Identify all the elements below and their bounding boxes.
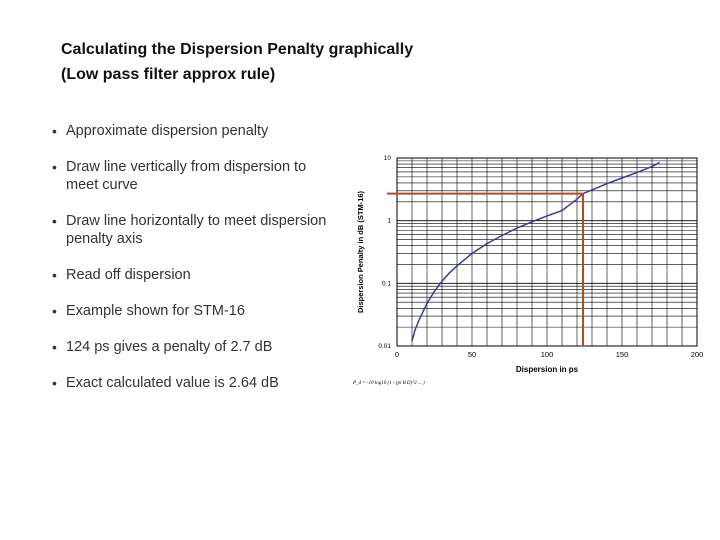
bullet-text: Example shown for STM-16 (66, 303, 245, 319)
bullet-item (50, 302, 335, 320)
bullet-dot-icon: • (52, 267, 57, 283)
x-tick-label: 50 (467, 350, 477, 359)
formula-text: P_d = -10 log10 (1 - (pi B D)^2 ... ) (353, 381, 425, 386)
x-tick-label: 0 (394, 350, 400, 359)
y-axis-label: Dispersion Penalty in dB (STM-16) (356, 190, 365, 314)
chart-grid (397, 158, 697, 346)
dispersion-penalty-chart (345, 148, 710, 393)
bullet-text: Draw line vertically from dispersion to meet curve (66, 159, 307, 193)
bullet-item (50, 122, 335, 140)
bullet-list (50, 122, 335, 410)
bullet-dot-icon: • (52, 303, 57, 319)
penalty-curve (412, 162, 660, 341)
bullet-dot-icon: • (52, 339, 57, 355)
title-line-1: Calculating the Dispersion Penalty graphically (61, 41, 414, 58)
bullet-dot-icon: • (52, 213, 57, 229)
x-axis-label: Dispersion in ps (515, 365, 579, 374)
bullet-dot-icon: • (52, 123, 57, 139)
bullet-item (50, 374, 335, 392)
page-title (61, 37, 413, 87)
bullet-item (50, 212, 335, 248)
bullet-dot-icon: • (52, 375, 57, 391)
x-tick-label: 150 (615, 350, 629, 359)
bullet-item (50, 266, 335, 284)
title-line-2: (Low pass filter approx rule) (61, 66, 276, 83)
y-tick-label: 0.1 (381, 280, 391, 288)
y-tick-label: 0.01 (378, 343, 391, 350)
bullet-item (50, 338, 335, 356)
bullet-text: 124 ps gives a penalty of 2.7 dB (66, 339, 273, 355)
bullet-text: Draw line horizontally to meet dispersion penalty axis (66, 213, 327, 247)
bullet-text: Read off dispersion (66, 267, 191, 283)
bullet-text: Approximate dispersion penalty (66, 123, 269, 139)
y-tick-label: 1 (387, 217, 391, 225)
bullet-dot-icon: • (52, 159, 57, 175)
x-tick-label: 100 (540, 350, 554, 359)
bullet-item (50, 158, 335, 194)
bullet-text: Exact calculated value is 2.64 dB (66, 375, 279, 391)
x-tick-label: 200 (690, 350, 704, 359)
y-tick-label: 10 (383, 155, 391, 162)
